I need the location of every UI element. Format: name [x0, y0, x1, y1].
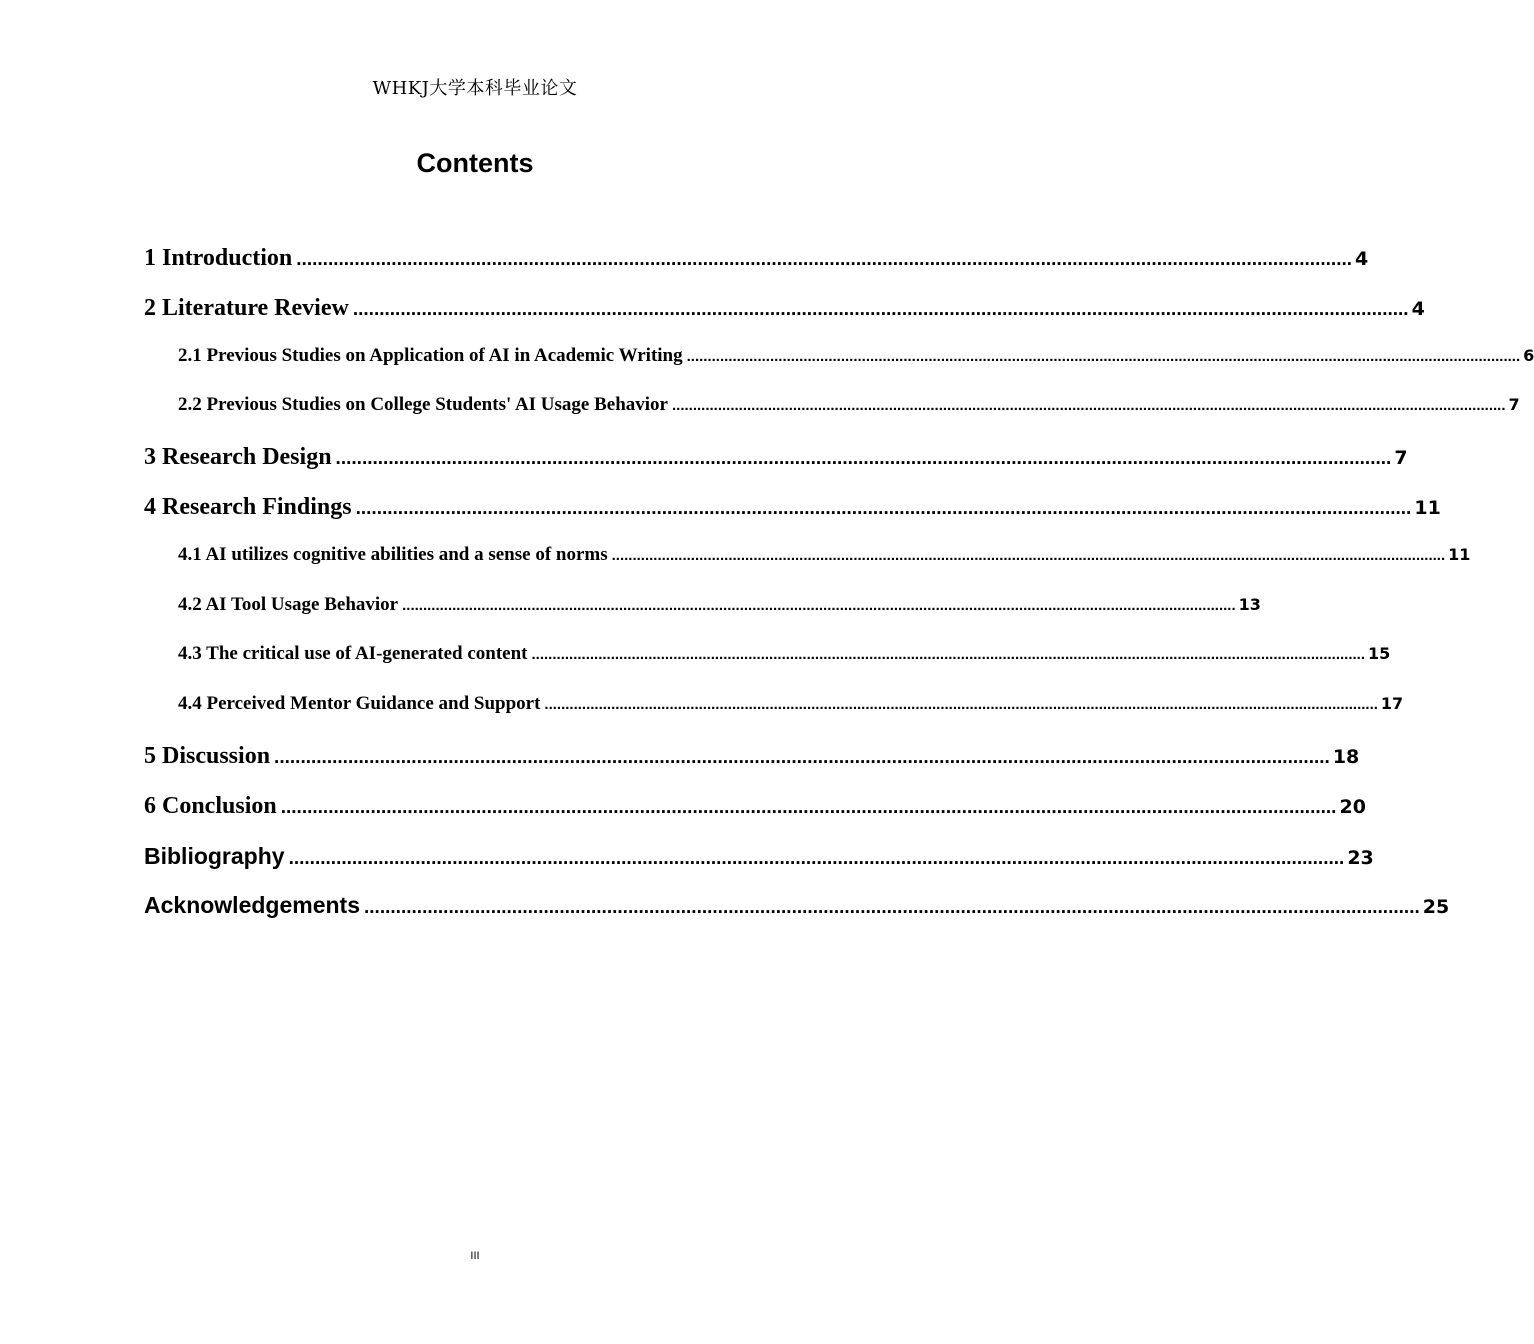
- dot-leader: ........................................................................................................................................................................................................: [611, 546, 1446, 564]
- toc-entry-page: 11: [1414, 496, 1441, 519]
- toc-entry-research-findings[interactable]: [144, 493, 1441, 544]
- toc-entry-previous-studies-ai-usage[interactable]: [144, 394, 1520, 444]
- dot-leader: ........................................................................................................................................................................................................: [280, 796, 1337, 818]
- toc-entry-research-design[interactable]: [144, 444, 1408, 494]
- toc-entry-discussion[interactable]: [144, 742, 1360, 793]
- toc-entry-page: 18: [1332, 745, 1360, 768]
- toc-entry-acknowledgements[interactable]: [144, 892, 1450, 942]
- dot-leader: ........................................................................................................................................................................................................: [544, 696, 1378, 714]
- toc-entry-label: 4 Research Findings: [144, 493, 352, 520]
- page-number: III: [470, 1250, 480, 1262]
- toc-entry-label: 4.1 AI utilizes cognitive abilities and a sense of norms: [178, 543, 608, 565]
- toc-entry-page: 17: [1380, 694, 1404, 714]
- toc-entry-page: 25: [1422, 896, 1450, 919]
- toc-entry-literature-review[interactable]: [144, 294, 1425, 345]
- dot-leader: ........................................................................................................................................................................................................: [296, 249, 1353, 270]
- toc-entry-label: 2 Literature Review: [144, 294, 349, 321]
- dot-leader: ........................................................................................................................................................................................................: [355, 497, 1412, 519]
- toc-entry-page: 7: [1508, 395, 1520, 415]
- toc-entry-introduction[interactable]: [144, 245, 1369, 295]
- toc-entry-page: 4: [1355, 248, 1369, 270]
- toc-entry-label: 6 Conclusion: [144, 792, 277, 819]
- toc-entry-label: Bibliography: [144, 842, 285, 869]
- dot-leader: ........................................................................................................................................................................................................: [686, 347, 1521, 365]
- toc-entry-tool-usage-behavior[interactable]: [144, 593, 1261, 644]
- dot-leader: ........................................................................................................................................................................................................: [531, 646, 1366, 664]
- toc-entry-label: 1 Introduction: [144, 245, 293, 271]
- dot-leader: ........................................................................................................................................................................................................: [274, 746, 1330, 768]
- toc-entry-label: 4.4 Perceived Mentor Guidance and Support: [178, 693, 541, 715]
- toc-entry-cognitive-abilities[interactable]: [144, 543, 1471, 594]
- toc-entry-label: 4.2 AI Tool Usage Behavior: [178, 593, 399, 615]
- toc-entry-critical-use[interactable]: [144, 643, 1391, 693]
- toc-entry-page: 15: [1368, 644, 1391, 664]
- toc-entry-page: 6: [1523, 345, 1534, 365]
- toc-entry-label: 2.2 Previous Studies on College Students' AI Usage Behavior: [178, 394, 668, 416]
- toc-entry-label: 3 Research Design: [144, 444, 332, 471]
- toc-entry-label: Acknowledgements: [144, 892, 360, 919]
- toc-entry-label: 5 Discussion: [144, 742, 271, 769]
- dot-leader: ........................................................................................................................................................................................................: [288, 847, 1345, 869]
- toc-entry-label: 4.3 The critical use of AI-generated content: [178, 643, 528, 665]
- toc-entry-page: 20: [1339, 795, 1366, 818]
- toc-entry-page: 23: [1347, 846, 1374, 869]
- toc-entry-previous-studies-ai-writing[interactable]: [144, 344, 1534, 395]
- dot-leader: ........................................................................................................................................................................................................: [352, 298, 1409, 320]
- dot-leader: ........................................................................................................................................................................................................: [672, 397, 1506, 415]
- toc-entry-page: 4: [1411, 297, 1425, 320]
- toc-entry-bibliography[interactable]: [144, 842, 1374, 893]
- toc-entry-page: 13: [1238, 594, 1261, 614]
- toc-entry-page: 11: [1448, 544, 1471, 564]
- running-header: WHKJ大学本科毕业论文: [372, 78, 578, 99]
- dot-leader: ........................................................................................................................................................................................................: [335, 448, 1392, 470]
- toc-entry-conclusion[interactable]: [144, 792, 1366, 843]
- dot-leader: ........................................................................................................................................................................................................: [402, 596, 1236, 614]
- table-of-contents: [144, 245, 1534, 942]
- page-title: Contents: [416, 148, 534, 178]
- dot-leader: ........................................................................................................................................................................................................: [364, 897, 1420, 919]
- toc-entry-label: 2.1 Previous Studies on Application of AI in Academic Writing: [178, 344, 683, 366]
- toc-entry-mentor-guidance[interactable]: [144, 693, 1404, 743]
- toc-entry-page: 7: [1394, 447, 1408, 470]
